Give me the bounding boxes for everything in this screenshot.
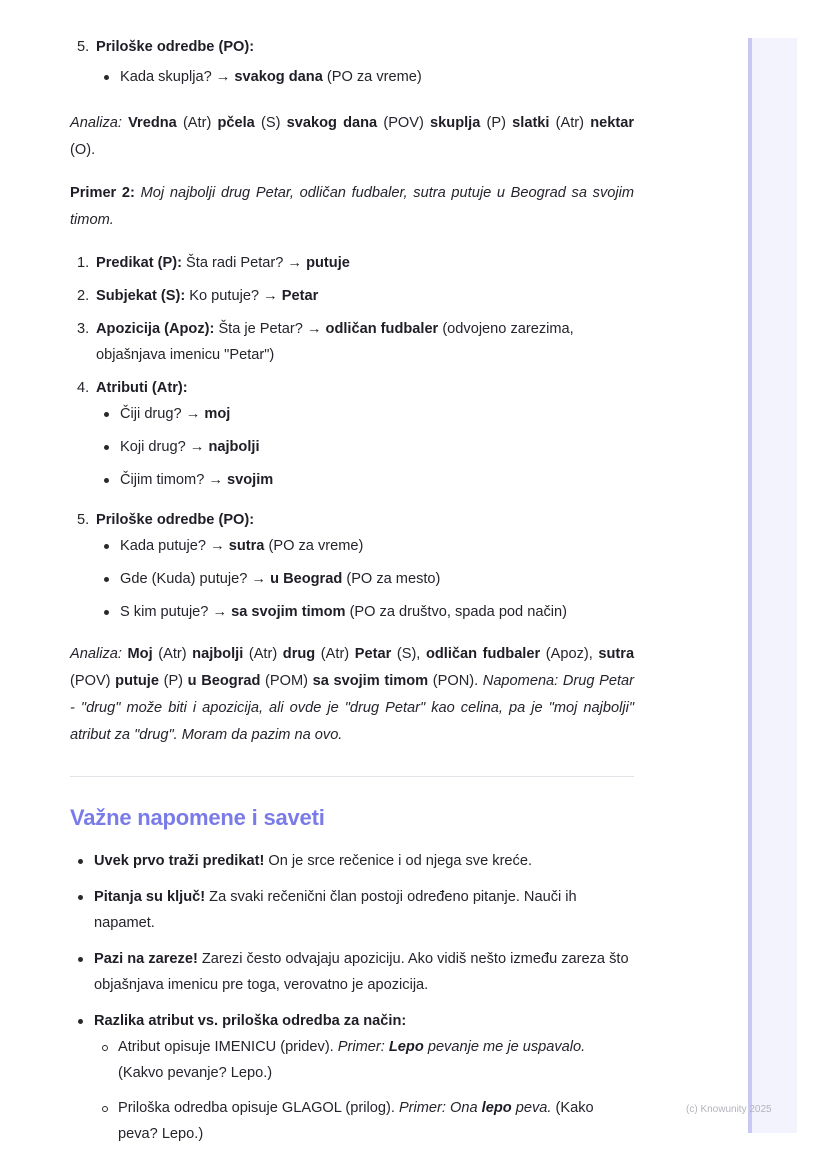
list-item: S kim putuje? → sa svojim timom (PO za društvo, spada pod način) bbox=[96, 599, 634, 625]
sub-list bbox=[94, 1034, 634, 1147]
list-item: Pitanja su ključ! Za svaki rečenični član postoji određeno pitanje. Nauči ih napamet. bbox=[70, 884, 634, 936]
list-item: Čiji drug? → moj bbox=[96, 401, 634, 427]
list-item: Čijim timom? → svojim bbox=[96, 467, 634, 493]
list-item: 3. Apozicija (Apoz): Šta je Petar? → odličan fudbaler (odvojeno zarezima, objašnjava imenicu "Petar") bbox=[77, 321, 574, 363]
list-item: Atribut opisuje IMENICU (pridev). Primer: Lepo pevanje me je uspavalo. (Kakvo pevanje? Lepo.) bbox=[94, 1034, 634, 1086]
list-label: Priloške odredbe (PO): bbox=[96, 39, 255, 55]
list-item: Kada putuje? → sutra (PO za vreme) bbox=[96, 533, 634, 559]
analysis-paragraph: Analiza: Moj (Atr) najbolji (Atr) drug (Atr) Petar (S), odličan fudbaler (Apoz), sutra (POV) putuje (P) u Beograd (POM) sa svojim timom (PON). Napomena: Drug Petar - "drug" može biti i apozicija, ali ovde je "drug Petar" kao celina, pa je "moj najbolji" atribut za "drug". Moram da pazim na ovo. bbox=[70, 646, 635, 743]
divider bbox=[70, 776, 634, 777]
list-item bbox=[70, 34, 634, 90]
list-item: 5. Priloške odredbe (PO): Kada putuje? → sutra (PO za vreme) Gde (Kuda) putuje? → u Beograd (PO za mesto) S kim putuje? → sa svojim timom (PO za društvo, spada pod način) bbox=[70, 507, 634, 625]
top-list bbox=[70, 34, 634, 90]
list-number: 5. bbox=[77, 39, 90, 55]
sub-list bbox=[96, 533, 634, 625]
tips-list bbox=[70, 848, 634, 1147]
example-paragraph: Primer 2: Moj najbolji drug Petar, odličan fudbaler, sutra putuje u Beograd sa svojim timom. bbox=[70, 185, 635, 228]
steps-list bbox=[70, 250, 634, 625]
list-item: Kada skuplja? → svakog dana (PO za vreme) bbox=[96, 64, 634, 90]
note-text: Napomena: Drug Petar - "drug" može biti i apozicija, ali ovde je "drug Petar" kao celina, pa je "moj najbolji" atribut za "drug". Moram da pazim na ovo. bbox=[70, 673, 634, 743]
list-item: 2. Subjekat (S): Ko putuje? → Petar bbox=[77, 288, 319, 304]
footer-copyright: (c) Knowunity 2025 bbox=[686, 1104, 772, 1115]
list-item: Uvek prvo traži predikat! On je srce rečenice i od njega sve kreće. bbox=[70, 848, 634, 874]
list-item: 1. Predikat (P): Šta radi Petar? → putuje bbox=[77, 255, 350, 271]
sub-list bbox=[96, 401, 634, 493]
section-heading: Važne napomene i saveti bbox=[70, 805, 325, 830]
list-item: Priloška odredba opisuje GLAGOL (prilog). Primer: Ona lepo peva. (Kako peva? Lepo.) bbox=[94, 1095, 634, 1147]
document-body bbox=[70, 34, 634, 1147]
list-item: Razlika atribut vs. priloška odredba za način: Atribut opisuje IMENICU (pridev). Primer: Lepo pevanje me je uspavalo. (Kakvo pevanje? Lepo.) Priloška odredba opisuje GLAGOL (prilog). Primer: Ona lepo peva. (Kako peva? Lepo.) bbox=[70, 1008, 634, 1147]
analysis-paragraph: Analiza: Vredna (Atr) pčela (S) svakog dana (POV) skuplja (P) slatki (Atr) nektar (O). bbox=[70, 115, 635, 158]
sub-list bbox=[96, 64, 634, 90]
right-margin-bar bbox=[748, 38, 797, 1133]
list-item: Pazi na zareze! Zarezi često odvajaju apoziciju. Ako vidiš nešto između zareza što objašnjava imenicu pre toga, verovatno je apozicija. bbox=[70, 946, 634, 998]
list-item: Gde (Kuda) putuje? → u Beograd (PO za mesto) bbox=[96, 566, 634, 592]
list-item: Koji drug? → najbolji bbox=[96, 434, 634, 460]
list-item: 4. Atributi (Atr): Čiji drug? → moj Koji drug? → najbolji Čijim timom? → svojim bbox=[70, 375, 634, 493]
